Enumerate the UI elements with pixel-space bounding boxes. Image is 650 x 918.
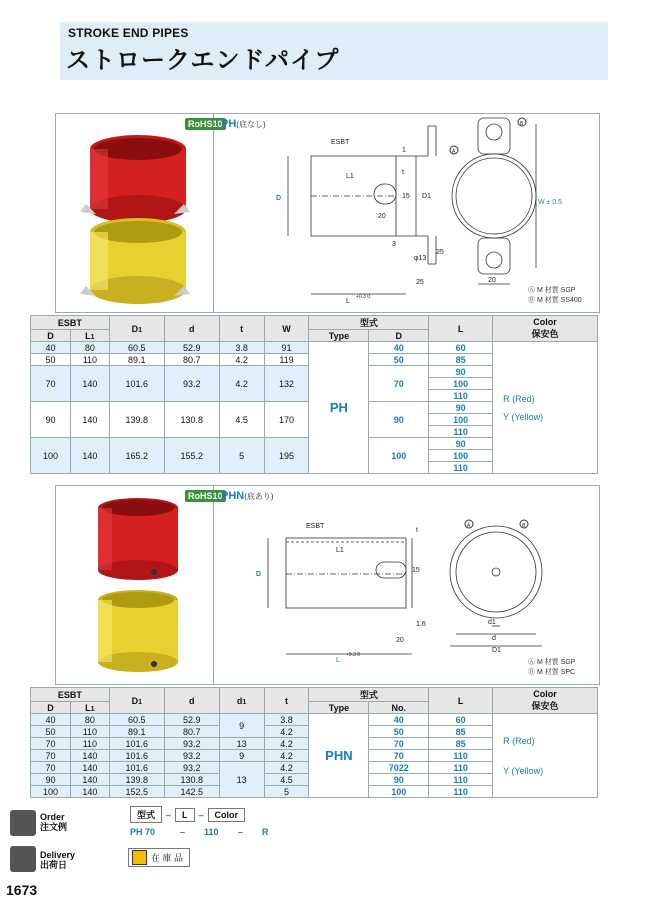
delivery-stock xyxy=(128,848,190,867)
order-header-katashiki: 型式 xyxy=(130,806,162,823)
table-cell: 60 xyxy=(429,342,493,354)
ph-th-l: L xyxy=(429,316,493,342)
table-cell: 93.2 xyxy=(164,738,219,750)
table-cell: 3.8 xyxy=(219,342,264,354)
table-cell: 60.5 xyxy=(109,714,164,726)
table-cell: 90 xyxy=(369,402,429,438)
table-cell: 110 xyxy=(429,390,493,402)
ph-l-tol-label: +0.3 0 xyxy=(356,294,371,300)
phn-th-type: Type xyxy=(309,702,369,714)
table-cell: 90 xyxy=(429,366,493,378)
ph-dim-phi13: φ13 xyxy=(414,255,427,262)
table-cell: 60.5 xyxy=(109,342,164,354)
phn-drawing xyxy=(216,486,596,684)
table-cell: 70 xyxy=(31,750,71,762)
table-cell: 9 xyxy=(219,714,264,738)
phn-color-cell xyxy=(493,714,598,798)
table-cell: 100 xyxy=(429,414,493,426)
phn-th-esbt: ESBT xyxy=(31,688,110,702)
phn-th-d-small: d xyxy=(164,688,219,714)
table-cell: 100 xyxy=(429,378,493,390)
table-cell: 4.2 xyxy=(264,762,309,774)
order-label: Order 注文例 xyxy=(40,812,68,832)
table-cell: 100 xyxy=(31,786,71,798)
rohs-badge: RoHS10 xyxy=(185,490,226,502)
phn-th-d: D xyxy=(31,702,71,714)
table-cell: 52.9 xyxy=(164,342,219,354)
stock-label: 在 庫 品 xyxy=(151,853,184,863)
stock-box-icon xyxy=(132,850,147,865)
ph-th-type: Type xyxy=(309,330,369,342)
phn-th-katashiki: 型式 xyxy=(309,688,429,702)
order-sep: – xyxy=(166,809,172,820)
phn-mark-a: A xyxy=(467,523,471,529)
ph-panel xyxy=(55,113,600,313)
table-cell: 85 xyxy=(429,354,493,366)
order-header-l: L xyxy=(175,808,195,822)
table-cell: 89.1 xyxy=(109,354,164,366)
table-cell: 110 xyxy=(429,786,493,798)
phn-th-l: L xyxy=(429,688,493,714)
table-cell: 142.5 xyxy=(164,786,219,798)
table-cell: 4.2 xyxy=(219,354,264,366)
table-cell: 4.2 xyxy=(264,738,309,750)
phn-type-name: PHN xyxy=(309,714,369,798)
table-cell: 91 xyxy=(264,342,309,354)
phn-d-label: D xyxy=(256,571,262,578)
phone-icon xyxy=(10,810,36,836)
truck-icon xyxy=(10,846,36,872)
order-sep-val: – xyxy=(180,827,186,837)
phn-material-b: Ⓑ M 材質 SPC xyxy=(528,669,576,676)
page-header xyxy=(60,22,608,80)
table-cell: 155.2 xyxy=(164,438,219,474)
phn-l-label: L xyxy=(336,657,340,664)
ph-th-w: W xyxy=(264,316,309,342)
table-cell: 5 xyxy=(219,438,264,474)
table-cell: 90 xyxy=(369,774,429,786)
phn-materials xyxy=(528,658,575,678)
table-cell: 50 xyxy=(31,726,71,738)
ph-w-label: W ± 0.5 xyxy=(538,199,563,206)
title-en: STROKE END PIPES xyxy=(68,26,189,40)
table-cell: 4.5 xyxy=(264,774,309,786)
table-cell: 140 xyxy=(70,786,109,798)
phn-th-t: t xyxy=(264,688,309,714)
ph-dim-3: 3 xyxy=(392,241,396,248)
order-value-l: 110 xyxy=(204,827,219,837)
table-cell: 140 xyxy=(70,774,109,786)
table-cell: 101.6 xyxy=(109,366,164,402)
phn-d-small-label: d xyxy=(492,635,496,642)
table-cell: 170 xyxy=(264,402,309,438)
table-cell: 93.2 xyxy=(164,366,219,402)
table-cell: 80.7 xyxy=(164,354,219,366)
table-cell: 139.8 xyxy=(109,774,164,786)
ph-table xyxy=(30,315,598,474)
table-cell: 40 xyxy=(369,714,429,726)
table-cell: 70 xyxy=(31,738,71,750)
table-cell: 90 xyxy=(31,402,71,438)
phn-th-color: Color 保安色 xyxy=(493,688,598,714)
ph-dim-25b: 25 xyxy=(416,279,424,286)
ph-l1-label: L1 xyxy=(346,173,354,180)
ph-dim-20a: 20 xyxy=(378,213,386,220)
table-cell: 110 xyxy=(70,726,109,738)
table-cell: 101.6 xyxy=(109,750,164,762)
ph-th-esbt: ESBT xyxy=(31,316,110,330)
table-cell: 7022 xyxy=(369,762,429,774)
ph-dim-15: 15 xyxy=(402,193,410,200)
table-cell: 70 xyxy=(369,738,429,750)
phn-dim-t: t xyxy=(416,527,418,534)
table-cell: 132 xyxy=(264,366,309,402)
phn-material-a: Ⓐ M 材質 SGP xyxy=(528,659,576,666)
table-cell: 80 xyxy=(70,342,109,354)
table-cell: 85 xyxy=(429,738,493,750)
phn-dim-1-6: 1.6 xyxy=(416,621,426,628)
ph-mark-a: A xyxy=(452,149,456,155)
table-cell: 60 xyxy=(429,714,493,726)
order-example xyxy=(130,806,269,837)
ph-materials xyxy=(528,286,582,306)
ph-th-katashiki: 型式 xyxy=(309,316,429,330)
table-cell: 4.2 xyxy=(264,750,309,762)
color-yellow: Y (Yellow) xyxy=(503,765,544,776)
ph-th-d: D xyxy=(31,330,71,342)
table-cell: 90 xyxy=(31,774,71,786)
table-cell: 70 xyxy=(369,366,429,402)
phn-l-tol-label: +0.3 0 xyxy=(346,652,361,658)
table-cell: 165.2 xyxy=(109,438,164,474)
phn-dim-20: 20 xyxy=(396,637,404,644)
order-sep-val: – xyxy=(238,827,244,837)
color-red: R (Red) xyxy=(503,393,535,404)
table-cell: 140 xyxy=(70,762,109,774)
ph-esbt-label: ESBT xyxy=(331,139,350,146)
ph-dim-t: t xyxy=(402,169,404,176)
phn-table xyxy=(30,687,598,798)
ph-material-a: Ⓐ M 材質 SGP xyxy=(528,287,576,294)
table-cell: 100 xyxy=(369,438,429,474)
table-cell: 110 xyxy=(429,774,493,786)
table-cell: 50 xyxy=(369,354,429,366)
table-cell: 140 xyxy=(70,750,109,762)
table-cell: 119 xyxy=(264,354,309,366)
table-cell: 3.8 xyxy=(264,714,309,726)
ph-th-type-d: D xyxy=(369,330,429,342)
ph-type-name: PH xyxy=(309,342,369,474)
phn-mark-b: B xyxy=(522,523,526,529)
table-cell: 50 xyxy=(369,726,429,738)
table-cell: 13 xyxy=(219,762,264,798)
ph-dim-20b: 20 xyxy=(488,277,496,284)
table-cell: 101.6 xyxy=(109,738,164,750)
table-cell: 40 xyxy=(369,342,429,354)
table-cell: 140 xyxy=(70,366,109,402)
order-value-type: PH 70 xyxy=(130,827,156,837)
table-cell: 93.2 xyxy=(164,750,219,762)
table-cell: 9 xyxy=(219,750,264,762)
order-header-color: Color xyxy=(208,808,246,822)
ph-th-l1: L1 xyxy=(70,330,109,342)
ph-d1-label: D1 xyxy=(422,193,431,200)
page-number: 1673 xyxy=(6,882,38,898)
table-cell: 100 xyxy=(369,786,429,798)
table-cell: 90 xyxy=(429,402,493,414)
table-cell: 110 xyxy=(70,738,109,750)
table-cell: 90 xyxy=(429,438,493,450)
table-cell: 110 xyxy=(429,426,493,438)
table-cell: 130.8 xyxy=(164,402,219,438)
phn-product-image xyxy=(56,486,213,684)
ph-dim-1: 1 xyxy=(402,147,406,154)
table-cell: 110 xyxy=(429,762,493,774)
table-cell: 195 xyxy=(264,438,309,474)
ph-dim-25a: 25 xyxy=(436,249,444,256)
table-cell: 101.6 xyxy=(109,762,164,774)
table-cell: 4.5 xyxy=(219,402,264,438)
table-cell: 140 xyxy=(70,402,109,438)
ph-th-d1: D1 xyxy=(109,316,164,342)
ph-type-label: PH(底なし) xyxy=(221,118,266,130)
phn-th-no: No. xyxy=(369,702,429,714)
ph-photo xyxy=(56,114,214,312)
phn-esbt-label: ESBT xyxy=(306,523,325,530)
ph-mark-b: B xyxy=(520,121,524,127)
phn-l1-label: L1 xyxy=(336,547,344,554)
ph-th-d-small: d xyxy=(164,316,219,342)
table-cell: 139.8 xyxy=(109,402,164,438)
table-cell: 70 xyxy=(369,750,429,762)
table-cell: 80.7 xyxy=(164,726,219,738)
table-cell: 93.2 xyxy=(164,762,219,774)
phn-type-label: PHN(底あり) xyxy=(221,490,274,502)
title-jp: ストロークエンドパイプ xyxy=(66,47,340,74)
table-cell: 152.5 xyxy=(109,786,164,798)
table-cell: 50 xyxy=(31,354,71,366)
ph-th-color: Color 保安色 xyxy=(493,316,598,342)
ph-product-image xyxy=(56,114,213,312)
table-cell: 100 xyxy=(31,438,71,474)
ph-color-cell xyxy=(493,342,598,474)
ph-th-t: t xyxy=(219,316,264,342)
ph-drawing xyxy=(216,114,596,312)
phn-d1-label: D1 xyxy=(492,647,501,654)
table-cell: 130.8 xyxy=(164,774,219,786)
phn-d1-small-label: d1 xyxy=(488,619,496,626)
table-cell: 52.9 xyxy=(164,714,219,726)
ph-l-label: L xyxy=(346,298,350,305)
table-cell: 40 xyxy=(31,714,71,726)
phn-dim-15: 15 xyxy=(412,567,420,574)
table-cell: 89.1 xyxy=(109,726,164,738)
table-cell: 140 xyxy=(70,438,109,474)
phn-th-l1: L1 xyxy=(70,702,109,714)
rohs-badge: RoHS10 xyxy=(185,118,226,130)
table-cell: 110 xyxy=(70,354,109,366)
phn-th-d1-small: d1 xyxy=(219,688,264,714)
table-cell: 110 xyxy=(429,750,493,762)
table-cell: 4.2 xyxy=(264,726,309,738)
table-cell: 70 xyxy=(31,366,71,402)
table-cell: 13 xyxy=(219,738,264,750)
table-cell: 70 xyxy=(31,762,71,774)
ph-material-b: Ⓑ M 材質 SS400 xyxy=(528,297,582,304)
table-cell: 5 xyxy=(264,786,309,798)
table-cell: 40 xyxy=(31,342,71,354)
table-cell: 4.2 xyxy=(219,366,264,402)
phn-panel xyxy=(55,485,600,685)
table-cell: 100 xyxy=(429,450,493,462)
ph-d-label: D xyxy=(276,195,282,202)
table-cell: 85 xyxy=(429,726,493,738)
table-cell: 110 xyxy=(429,462,493,474)
phn-th-d1: D1 xyxy=(109,688,164,714)
phn-photo xyxy=(56,486,214,684)
order-sep: – xyxy=(198,809,204,820)
table-cell: 80 xyxy=(70,714,109,726)
color-red: R (Red) xyxy=(503,735,535,746)
color-yellow: Y (Yellow) xyxy=(503,411,544,422)
order-value-color: R xyxy=(262,827,269,837)
delivery-label: Delivery 出荷日 xyxy=(40,850,76,870)
